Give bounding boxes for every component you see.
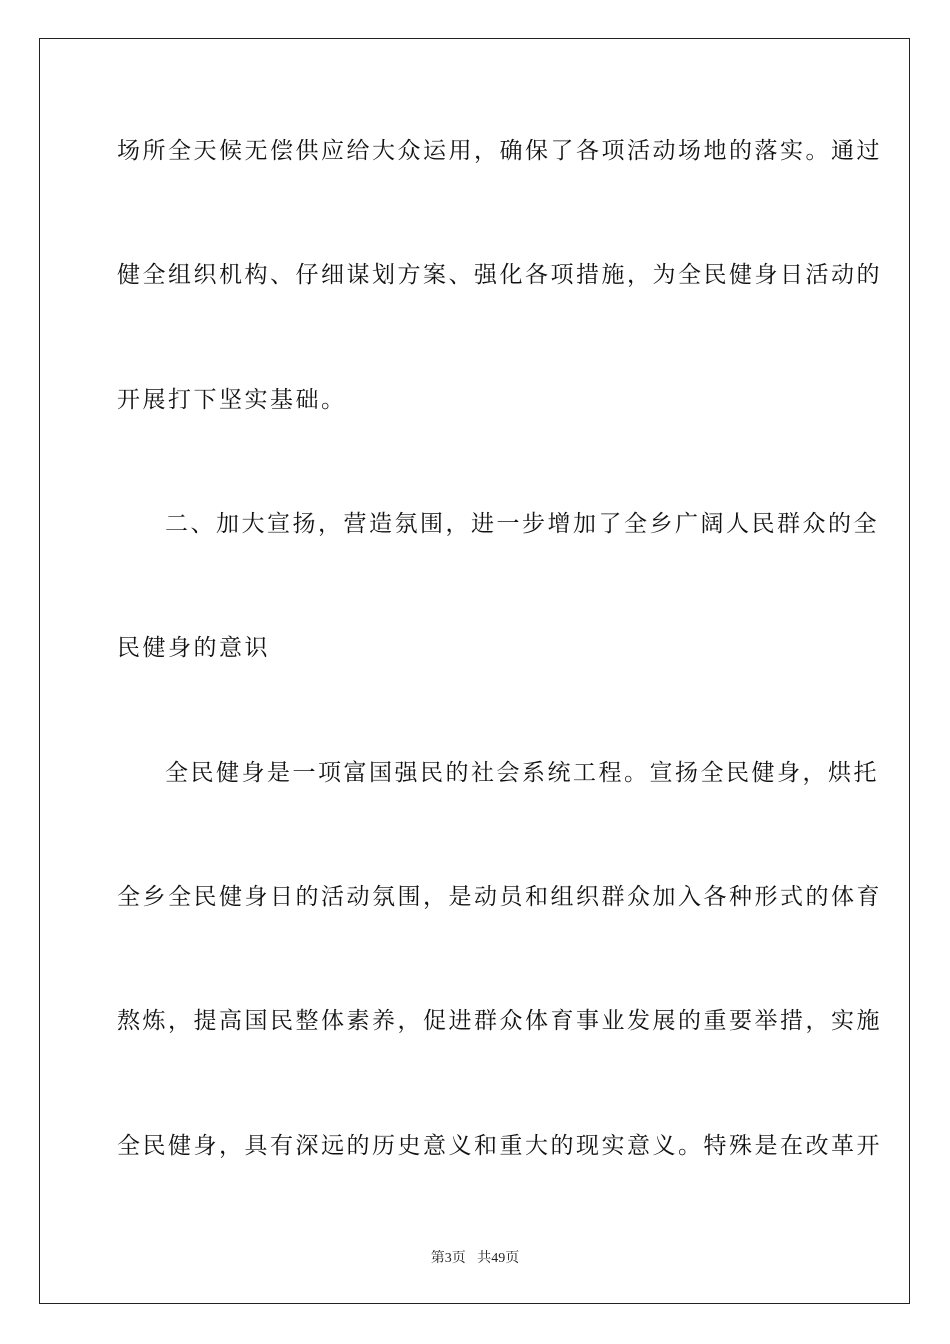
body-text-line: 全乡全民健身日的活动氛围，是动员和组织群众加入各种形式的体育 — [117, 884, 882, 910]
body-text-line: 开展打下坚实基础。 — [117, 387, 347, 413]
page-total: 共49页 — [477, 1251, 520, 1266]
body-text-line: 全民健身，具有深远的历史意义和重大的现实意义。特殊是在改革开 — [117, 1133, 882, 1159]
body-text-line: 熬炼，提高国民整体素养，促进群众体育事业发展的重要举措，实施 — [117, 1008, 882, 1034]
section-heading-line: 民健身的意识 — [117, 635, 270, 661]
body-text-line: 健全组织机构、仔细谋划方案、强化各项措施，为全民健身日活动的 — [117, 262, 882, 288]
body-text-line: 场所全天候无偿供应给大众运用，确保了各项活动场地的落实。通过 — [117, 138, 882, 164]
page-footer — [0, 1247, 950, 1267]
body-text-line: 全民健身是一项富国强民的社会系统工程。宣扬全民健身，烘托 — [165, 760, 879, 786]
page-number: 第3页 — [430, 1251, 466, 1266]
section-heading-line: 二、加大宣扬，营造氛围，进一步增加了全乡广阔人民群众的全 — [165, 511, 879, 537]
page-frame — [39, 38, 910, 1304]
